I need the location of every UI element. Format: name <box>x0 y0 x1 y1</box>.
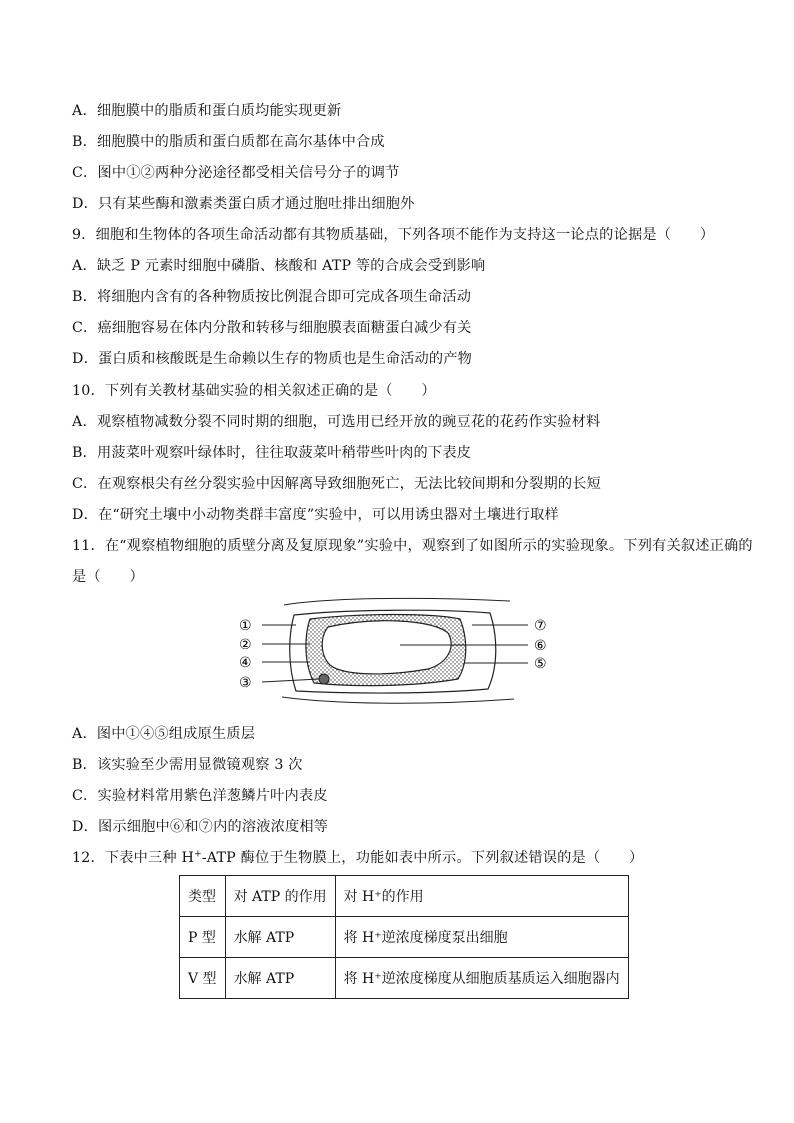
q10-option-c: C．在观察根尖有丝分裂实验中因解离导致细胞死亡，无法比较间期和分裂期的长短 <box>72 476 602 492</box>
label-4: ④ <box>239 655 252 671</box>
table-row <box>180 917 629 958</box>
table-header-cell: 类型 <box>180 876 226 917</box>
q8-option-a: A．细胞膜中的脂质和蛋白质均能实现更新 <box>72 103 342 119</box>
q9-stem: 9．细胞和生物体的各项生命活动都有其物质基础，下列各项不能作为支持这一论点的论据是（ ） <box>72 227 715 243</box>
table-row <box>180 958 629 999</box>
central-vacuole <box>322 621 451 674</box>
q9-option-c: C．癌细胞容易在体内分散和转移与细胞膜表面糖蛋白减少有关 <box>72 320 472 336</box>
q10-option-a: A．观察植物减数分裂不同时期的细胞，可选用已经开放的豌豆花的花药作实验材料 <box>72 414 601 430</box>
table-cell: P 型 <box>180 917 226 958</box>
label-6: ⑥ <box>534 638 547 654</box>
q10-option-d: D．在“研究土壤中小动物类群丰富度”实验中，可以用诱虫器对土壤进行取样 <box>72 507 559 523</box>
q8-option-d: D．只有某些酶和激素类蛋白质才通过胞吐排出细胞外 <box>72 196 415 212</box>
plasmolysis-cell-diagram <box>232 597 562 705</box>
q9-option-d: D．蛋白质和核酸既是生命赖以生存的物质也是生命活动的产物 <box>72 351 473 367</box>
q9-option-b: B．将细胞内含有的各种物质按比例混合即可完成各项生命活动 <box>72 289 472 305</box>
nucleus <box>319 674 329 684</box>
table-cell: 水解 ATP <box>225 958 335 999</box>
table-header-cell: 对 ATP 的作用 <box>225 876 335 917</box>
table-header-row <box>180 876 629 917</box>
q11-stem-line1: 11．在“观察植物细胞的质壁分离及复原现象”实验中，观察到了如图所示的实验现象。下列有关叙述正确的 <box>72 538 753 554</box>
table-header-cell: 对 H⁺的作用 <box>335 876 628 917</box>
label-7: ⑦ <box>534 618 547 634</box>
q11-stem-line2: 是（ ） <box>72 569 144 585</box>
label-1: ① <box>239 618 252 634</box>
q9-option-a: A．缺乏 P 元素时细胞中磷脂、核酸和 ATP 等的合成会受到影响 <box>72 258 486 274</box>
label-5: ⑤ <box>534 656 547 672</box>
q12-stem: 12．下表中三种 H+-ATP 酶位于生物膜上，功能如表中所示。下列叙述错误的是（ ） <box>72 849 644 866</box>
q11-option-d: D．图示细胞中⑥和⑦内的溶液浓度相等 <box>72 819 329 835</box>
table-cell: 将 H⁺逆浓度梯度泵出细胞 <box>335 917 628 958</box>
label-2: ② <box>239 637 252 653</box>
q10-option-b: B．用菠菜叶观察叶绿体时，往往取菠菜叶稍带些叶肉的下表皮 <box>72 445 472 461</box>
q11-option-a: A．图中①④⑤组成原生质层 <box>72 726 256 742</box>
q8-option-c: C．图中①②两种分泌途径都受相关信号分子的调节 <box>72 165 400 181</box>
neighbor-cell-wall-bottom <box>282 697 514 703</box>
label-3: ③ <box>239 675 252 691</box>
table-cell: 水解 ATP <box>225 917 335 958</box>
h-atpase-table <box>179 875 629 999</box>
q11-option-b: B．该实验至少需用显微镜观察 3 次 <box>72 757 303 773</box>
q11-option-c: C．实验材料常用紫色洋葱鳞片叶内表皮 <box>72 788 328 804</box>
q10-stem: 10．下列有关教材基础实验的相关叙述正确的是（ ） <box>72 383 436 399</box>
table-cell: V 型 <box>180 958 226 999</box>
neighbor-cell-wall-top <box>284 598 510 605</box>
q8-option-b: B．细胞膜中的脂质和蛋白质都在高尔基体中合成 <box>72 134 385 150</box>
table-cell: 将 H⁺逆浓度梯度从细胞质基质运入细胞器内 <box>335 958 628 999</box>
